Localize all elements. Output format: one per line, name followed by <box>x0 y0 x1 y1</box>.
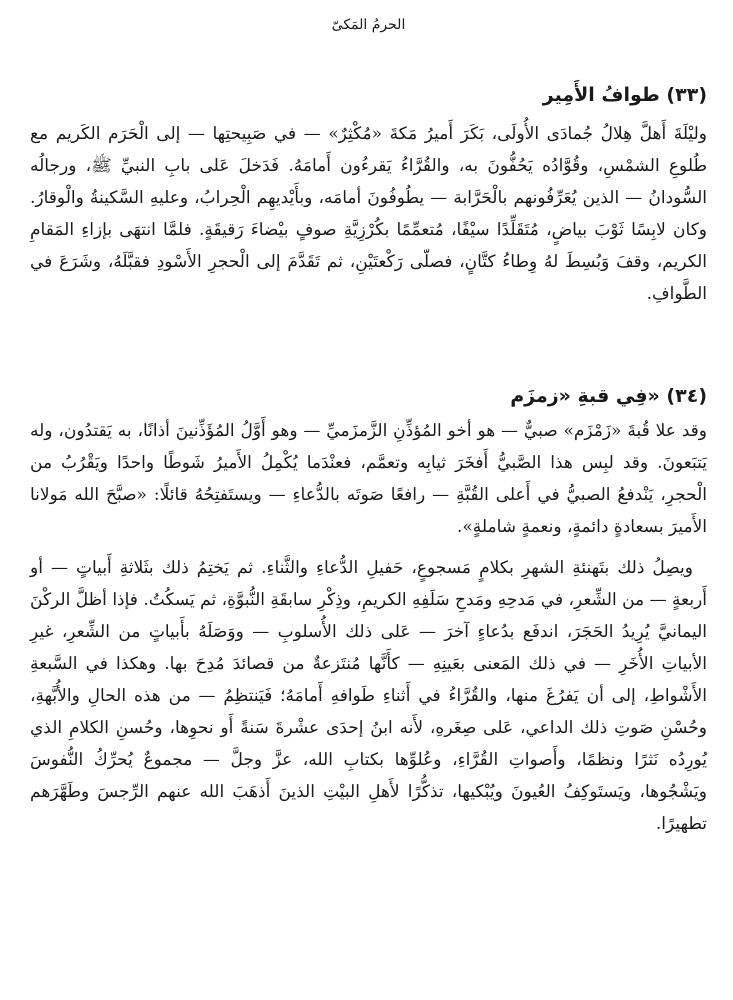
section-heading-34: (٣٤) «فِي قبةِ «زمزَم <box>510 384 707 407</box>
section-heading-33: (٣٣) طوافُ الأَمِير <box>542 83 707 106</box>
book-page <box>30 0 707 1000</box>
section-34-paragraph-2: ويصِلُ ذلك بتَهنئةِ الشهرِ بكلامٍ مَسجوعٍ، حَفيلِ الدُّعاءِ والثَّناءِ. ثم يَختِمُ ذلك بثَلاثةِ أَبياتٍ — أو أَربعةٍ — من الشِّعرِ، في مَدحِهِ ومَدحِ سَلَفِهِ الكريمِ، وذِكْرِ سابقَةِ النُّبوَّةِ، ثم يَسكُتُ. فإذا أظلَّ الركْنَ اليمانيَّ يُرِيدُ الحَجَرَ، اندفَع بدُعاءٍ آخرَ — عَلى ذلك الأُسلوبِ — ووَصَلَهُ بأَبياتٍ من الشِّعرِ، غيرِ الأبياتِ الأُخَرِ — في ذلك المَعنى بعَينِهِ — كأَنَّها مُنتَزعةٌ من قصائدَ مُدِحَ بها. وهكذا في السَّبعةِ الأَشْواطِ، إلى أن يَفرُغَ منها، والقُرَّاءُ في أَثناءِ طَوافهِ أَمامَهُ؛ فَيَنتظِمُ — من هذه الحالِ والأُبَّهةِ، وحُسْنِ صَوتِ ذلك الداعي، عَلى صِغَرهِ، لأَنه ابنُ إحدَى عشْرةَ سَنةً أَو نحوِها، وحُسنِ الكلامِ الذي يُورِدُه نَثرًا ونظمًا، وأَصواتِ القُرَّاءِ، وعُلوِّها بكتابِ الله، عزَّ وجلَّ — مجموعٌ يُحرِّكُ النُّفوسَ ويَشْجُوها، ويَستَوكِفُ العُيونَ ويُبْكيها، تذكُّرًا لأَهلِ البيْتِ الذينَ أَذهَبَ الله عنهم الرِّجسَ وطَهَّرَهم تطهيرًا. <box>30 558 707 834</box>
section-34-paragraph-1: وقد علا قُبةَ «زَمْزَم» صبيٌّ — هو أخو المُؤذِّنِ الزَّمزَميِّ — وهو أَوَّلُ المُؤَذِّنينَ أذانًا، به يَقتدُون، وله يَتبَعونَ. وقد لبِس هذا الصَّبيُّ أَفخَرَ ثيابِه وتعمَّم، فعنْدَما يُكْمِلُ الأَميرُ شَوطًا واحدًا ويَقْرُبُ من الْحجرِ، يَنْدفعُ الصبيُّ في أَعلى القُبَّةِ — رافعًا صَوتَه بالدُّعاءِ — ويستَفتِحُهُ قائلًا: «صبَّحَ الله مَولانا الأَميرَ بسعادةٍ دائمةٍ، ونعمةٍ شاملةٍ». <box>30 421 707 537</box>
section-33-paragraph: وليْلَةَ أَهلَّ هِلالُ جُمادَى الأُولَى، بَكَرَ أَميرُ مَكةَ «مُكْثِرٌ» — في صَبِيحتِها — إلى الْحَرَم الكَريم مع طُلوعِ الشمْسِ، وقُوَّادُه يَحُفُّونَ به، والقُرَّاءُ يَقرءُون أَمامَهُ. فَدَخلَ عَلى بابِ النبيِّ ﷺ، ورجالُه السُّودانُ — الذين يُعَرِّفُونهم بالْحَرَّابة — يطُوفُونَ أمامَه، وبأَيْديهِم الْحِرابُ، وعليهِ السَّكينةُ والْوقارُ. وكان لابِسًا ثَوْبَ بياضٍ، مُتَقَلِّدًا سيْفًا، مُتعمِّمًا بكُرْزِيَّةِ صوفٍ بيْضاءَ رَقيقَةٍ. فلمَّا انتهَى بإزاءِ المَقامِ الكريم، وقفَ وَبُسِطَ لهُ وِطاءُ كتَّانٍ، فصلّى رَكْعتَيْنِ، ثم تَقَدَّمَ إلى الْحجرِ الأَسْودِ فقبَّلَهُ، وشَرَعَ في الطَّوافِ. <box>30 124 707 304</box>
running-header: الحرمُ المَكىّ <box>331 17 406 33</box>
